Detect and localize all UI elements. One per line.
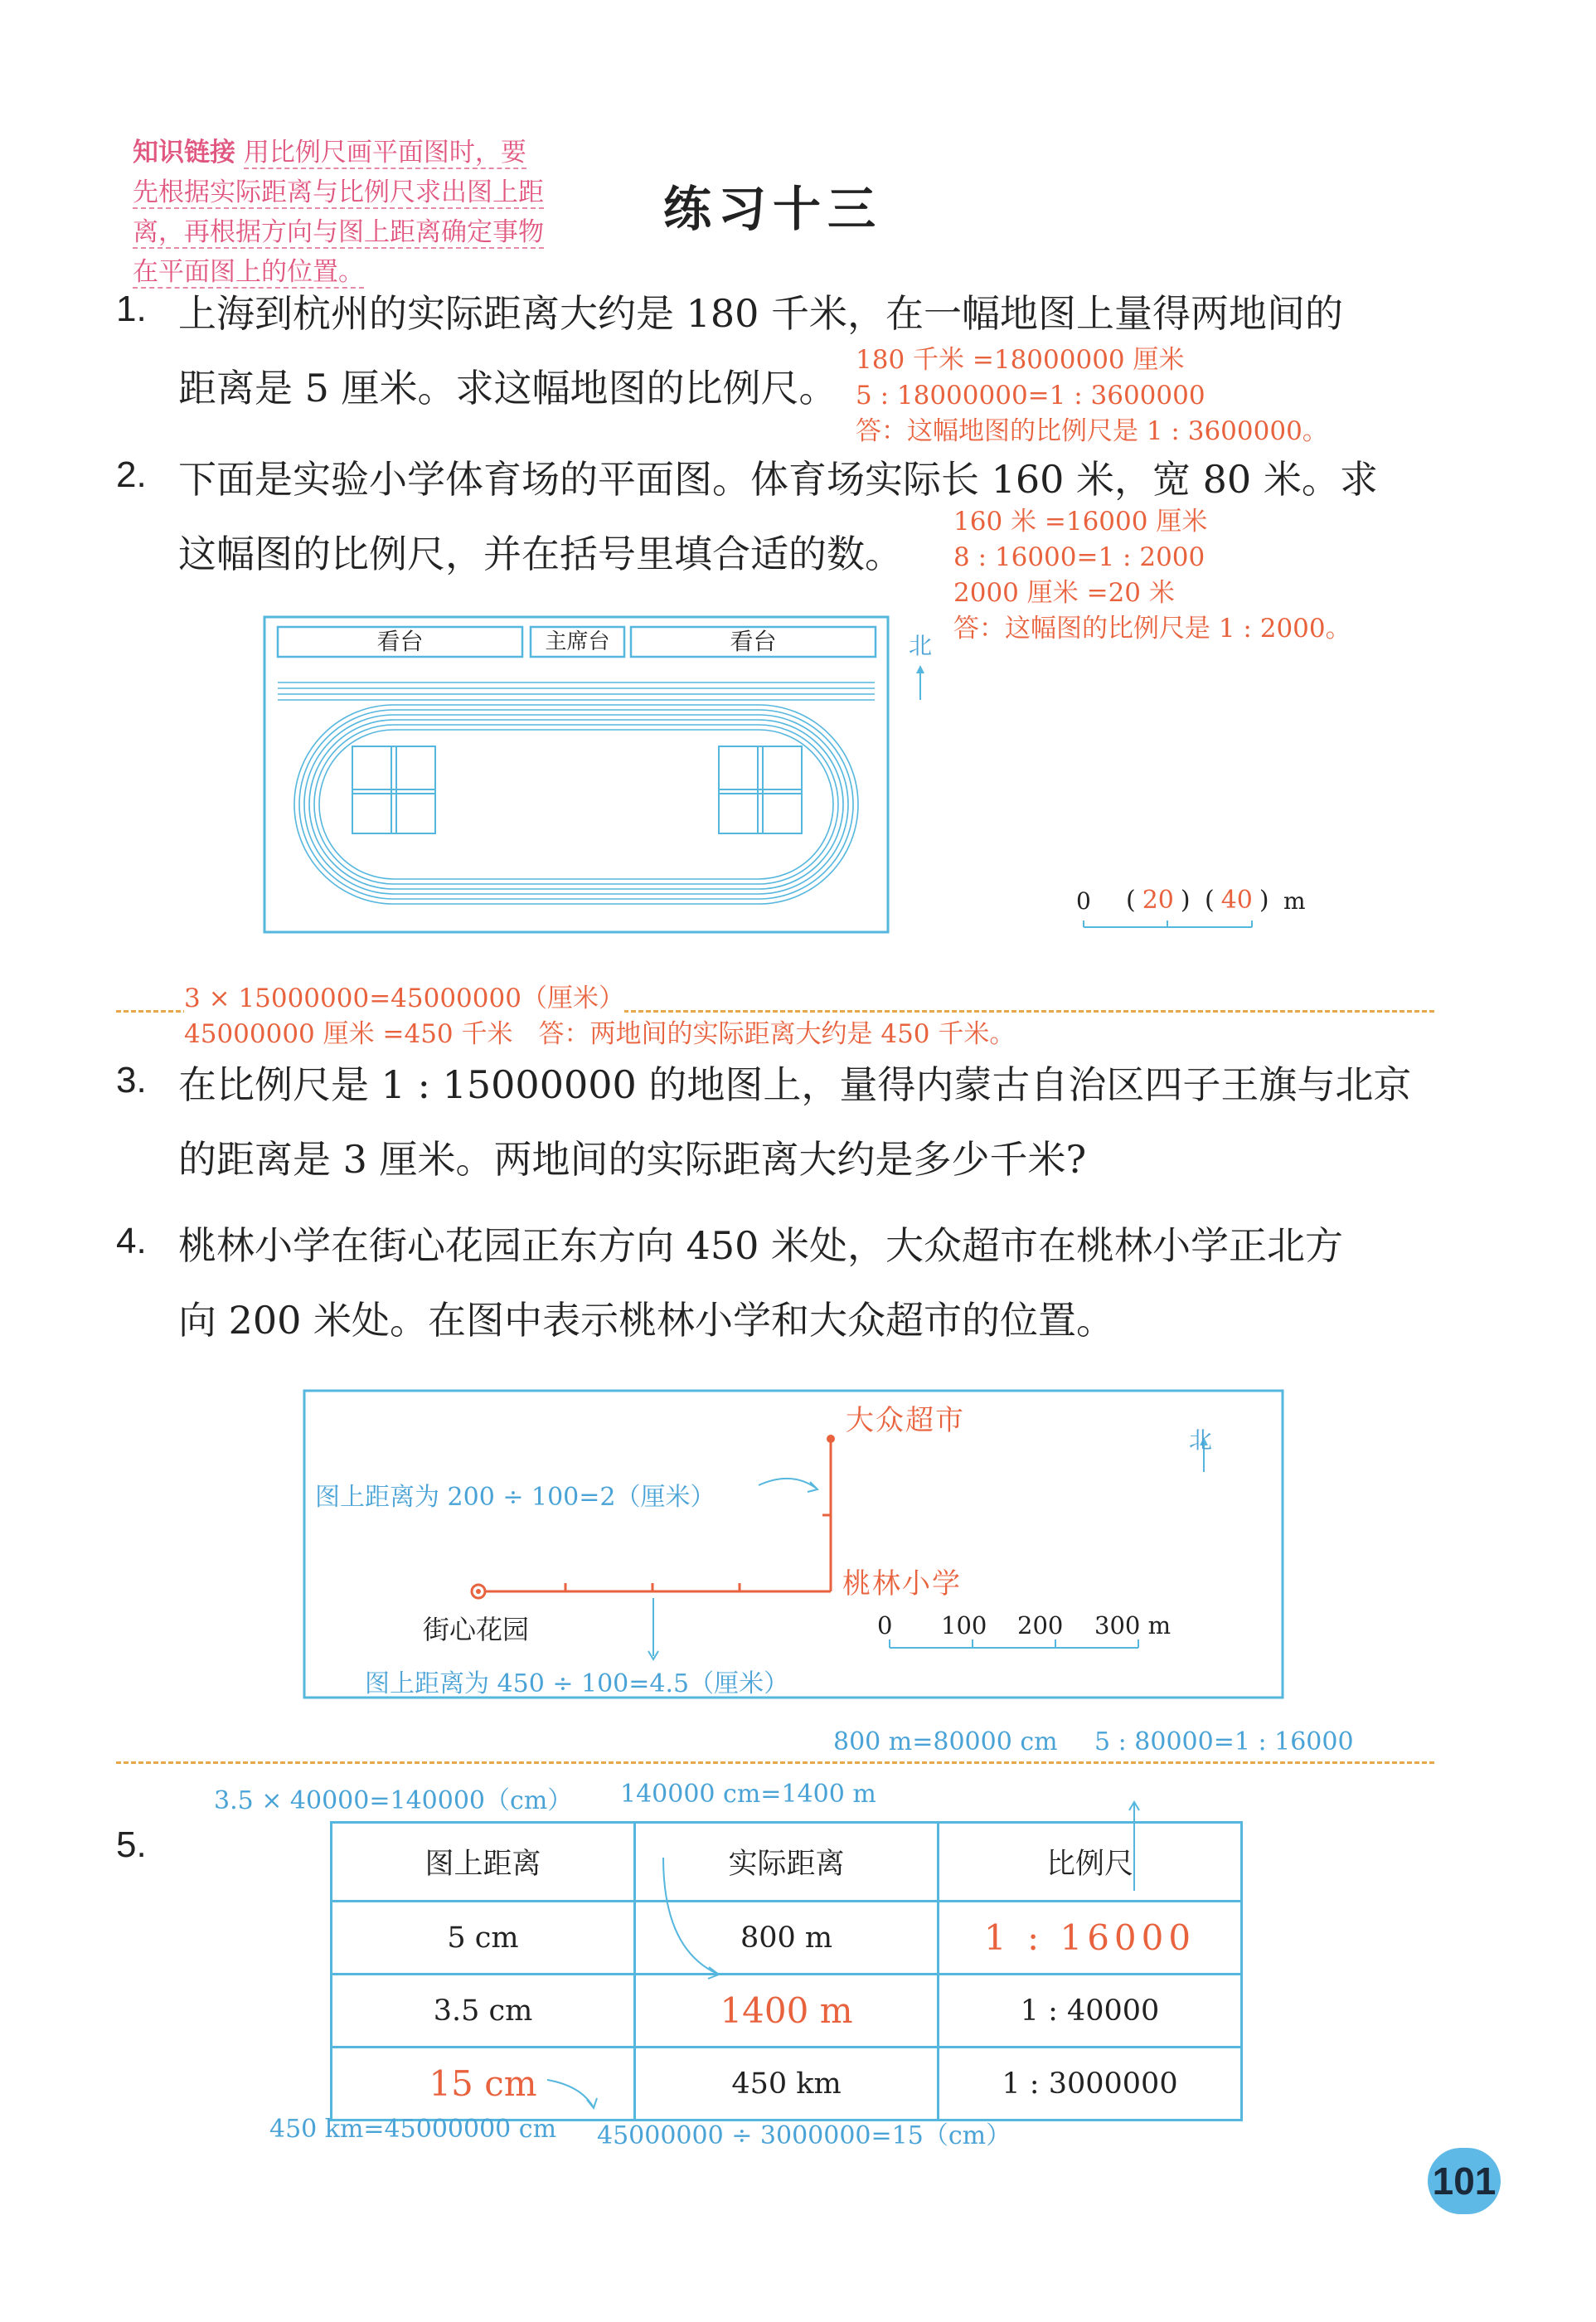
question-4-line-1: 桃林小学在街心花园正东方向 450 米处，大众超市在桃林小学正北方 <box>178 1223 1344 1268</box>
table-header: 比例尺 <box>939 1823 1242 1902</box>
location-map <box>303 1389 1285 1700</box>
table-cell: 450 km <box>635 2048 939 2120</box>
table-header: 实际距离 <box>635 1823 939 1902</box>
page-title: 练习十三 <box>663 181 883 237</box>
table-cell-answer: 15 cm <box>332 2048 635 2120</box>
table-cell: 1 : 3000000 <box>939 2048 1242 2120</box>
supermarket-label: 大众超市 <box>846 1404 965 1437</box>
answer-line: 答：这幅图的比例尺是 1 : 2000。 <box>953 614 1351 644</box>
answer-line: 8 : 16000=1 : 2000 <box>953 542 1205 572</box>
question-2-answer <box>953 504 1351 647</box>
map-scale-label: 100 <box>941 1611 987 1639</box>
knowledge-link-line: 先根据实际距离与比例尺求出图上距 <box>133 177 544 207</box>
answer-line: 2000 厘米 =20 米 <box>953 578 1175 608</box>
question-3-answer-1: 3 × 15000000=45000000（厘米） <box>184 981 624 1017</box>
question-number: 4. <box>116 1221 147 1261</box>
map-scale-label: 0 <box>877 1611 893 1639</box>
table-header: 图上距离 <box>332 1823 635 1902</box>
divider <box>116 1761 1434 1764</box>
knowledge-link-line: 在平面图上的位置。 <box>133 257 364 287</box>
question-3-line-2: 的距离是 3 厘米。两地间的实际距离大约是多少千米? <box>178 1137 1087 1182</box>
question-3-answer-2: 45000000 厘米 =450 千米 答：两地间的实际距离大约是 450 千米。 <box>184 1019 1016 1049</box>
scale-blank-1: ( 20 ) <box>1126 886 1191 915</box>
north-label: 北 <box>909 632 933 659</box>
table-cell-answer: 1 : 16000 <box>939 1902 1242 1975</box>
north-arrow-icon <box>915 663 925 701</box>
map-north-label: 北 <box>1189 1426 1213 1454</box>
knowledge-link-line: 用比例尺画平面图时，要 <box>243 138 526 168</box>
table-cell: 3.5 cm <box>332 1975 635 2048</box>
map-scale-label: 300 m <box>1094 1611 1172 1639</box>
garden-label: 街心花园 <box>423 1614 530 1645</box>
table-cell-answer: 1400 m <box>635 1975 939 2048</box>
question-number: 5. <box>116 1824 147 1865</box>
stand-left-label: 看台 <box>376 628 424 655</box>
school-label: 桃林小学 <box>842 1567 962 1601</box>
q5-top-note-2: 5 : 80000=1 : 16000 <box>1094 1727 1354 1756</box>
answer-line: 160 米 =16000 厘米 <box>953 507 1208 537</box>
q5-top-note-1: 800 m=80000 cm <box>833 1727 1058 1756</box>
knowledge-link <box>133 133 630 292</box>
question-3-line-1: 在比例尺是 1 : 15000000 的地图上，量得内蒙古自治区四子王旗与北京 <box>178 1062 1412 1107</box>
table-cell: 5 cm <box>332 1902 635 1975</box>
note-vertical-distance: 图上距离为 200 ÷ 100=2（厘米） <box>315 1483 716 1512</box>
main-stand-label: 主席台 <box>545 629 610 654</box>
question-4-line-2: 向 200 米处。在图中表示桃林小学和大众超市的位置。 <box>178 1298 1115 1343</box>
answer-line: 答：这幅地图的比例尺是 1 : 3600000。 <box>856 416 1328 446</box>
stadium-plan <box>261 614 891 937</box>
scale-blank-2: ( 40 ) <box>1205 886 1269 915</box>
scale-fill-2: 40 <box>1220 886 1253 915</box>
answer-line: 180 千米 =18000000 厘米 <box>856 345 1185 375</box>
page-number: 101 <box>1428 2148 1501 2214</box>
scale-unit: m <box>1283 887 1306 915</box>
q5-calc-1: 3.5 × 40000=140000（cm） <box>214 1786 573 1815</box>
question-number: 1. <box>116 289 147 329</box>
q5-calc-2: 140000 cm=1400 m <box>620 1780 876 1809</box>
scale-zero: 0 <box>1076 887 1091 915</box>
table-cell: 1 : 40000 <box>939 1975 1242 2048</box>
question-2-line-2: 这幅图的比例尺，并在括号里填合适的数。 <box>178 532 903 576</box>
question-number: 2. <box>116 454 147 495</box>
question-1-line-1: 上海到杭州的实际距离大约是 180 千米，在一幅地图上量得两地间的 <box>178 291 1344 336</box>
q5-bottom-note-2: 45000000 ÷ 3000000=15（cm） <box>597 2121 1011 2150</box>
knowledge-link-tag: 知识链接 <box>133 138 235 168</box>
table-annotation-arrows <box>497 1766 1451 2140</box>
question-1-answer <box>856 342 1328 449</box>
scale-bar-q2 <box>1082 919 1256 935</box>
knowledge-link-line: 离，再根据方向与图上距离确定事物 <box>133 217 544 247</box>
question-number: 3. <box>116 1060 147 1100</box>
map-scale-label: 200 <box>1017 1611 1064 1639</box>
question-1-line-2: 距离是 5 厘米。求这幅地图的比例尺。 <box>178 366 837 410</box>
scale-fill-1: 20 <box>1142 886 1174 915</box>
table-cell: 800 m <box>635 1902 939 1975</box>
stand-right-label: 看台 <box>730 628 777 655</box>
question-2-line-1: 下面是实验小学体育场的平面图。体育场实际长 160 米，宽 80 米。求 <box>178 457 1378 502</box>
q5-bottom-note-1: 450 km=45000000 cm <box>269 2115 557 2144</box>
answer-line: 5 : 18000000=1 : 3600000 <box>856 381 1205 410</box>
note-horizontal-distance: 图上距离为 450 ÷ 100=4.5（厘米） <box>365 1669 789 1698</box>
